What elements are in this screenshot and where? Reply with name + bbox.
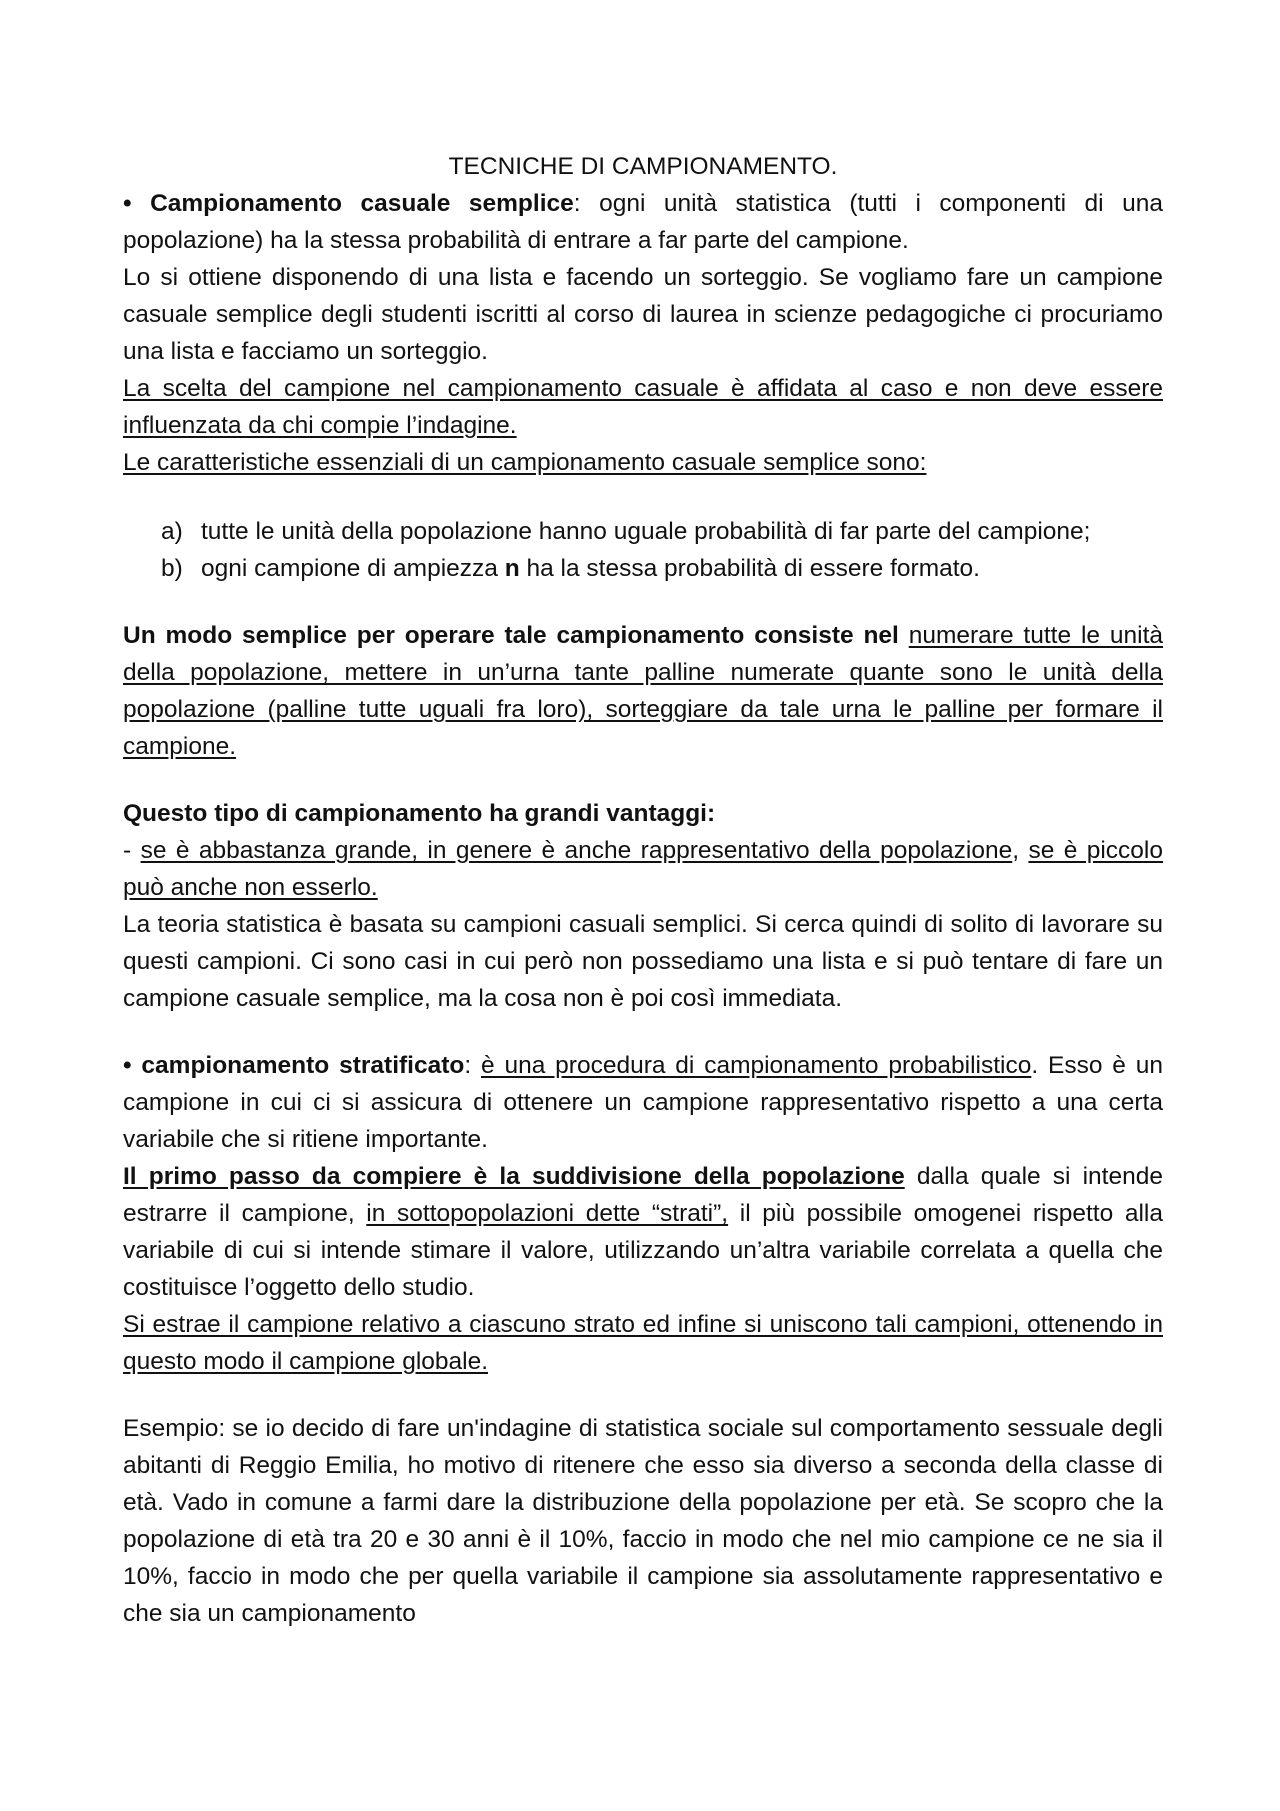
bold-underlined-text: Il primo passo da compiere è la suddivisione della popolazione (123, 1163, 905, 1190)
spacer (123, 587, 1163, 617)
stratified-definition (123, 1047, 1163, 1158)
underlined-text: in sottopopolazioni dette “strati”, (366, 1200, 729, 1227)
spacer (123, 1017, 1163, 1047)
paragraph-first-step (123, 1158, 1163, 1306)
period: . (1031, 1052, 1039, 1079)
paragraph-theory: La teoria statistica è basata su campioni casuali semplici. Si cerca quindi di solito di lavorare su questi campioni. Ci sono casi in cui però non possediamo una lista e si può tentare di fare un campione casuale semplice, ma la cosa non è poi così immediata. (123, 911, 1163, 1012)
list-item-b (123, 550, 1163, 587)
dash: - (123, 837, 141, 864)
body-text: dalla quale si intende estrarre il campione, (123, 1163, 1163, 1227)
space (899, 622, 909, 649)
document-body (123, 148, 1163, 1632)
paragraph-advantage-item (123, 832, 1163, 906)
paragraph-list-draw: Lo si ottiene disponendo di una lista e facendo un sorteggio. Se vogliamo fare un campione casuale semplice degli studenti iscritti al corso di laurea in scienze pedagogiche ci procuriamo una lista e facciamo un sorteggio. (123, 264, 1163, 365)
term-simple-random: Campionamento casuale semplice (150, 190, 574, 217)
bold-text: Un modo semplice per operare tale campionamento consiste nel (123, 622, 899, 649)
comma: , (1012, 837, 1029, 864)
paragraph-advantages-heading (123, 795, 1163, 832)
underlined-text: numerare tutte le unità della popolazione, mettere in un’urna tante palline numerate quante sono le unità della popolazione (palline tutte uguali fra loro), sorteggiare da tale urna le palline per formare il campione. (123, 622, 1163, 760)
bold-variable-n: n (504, 555, 520, 582)
list-marker: a) (161, 518, 183, 545)
colon: : (464, 1052, 481, 1079)
paragraph-example: Esempio: se io decido di fare un'indagine di statistica sociale sul comportamento sessuale degli abitanti di Reggio Emilia, ho motivo di ritenere che esso sia diverso a seconda della classe di età. Vado in comune a farmi dare la distribuzione della popolazione per età. Se scopro che la popolazione di età tra 20 e 30 anni è il 10%, faccio in modo che nel mio campione ce ne sia il 10%, faccio in modo che per quella variabile il campione sia assolutamente rappresentativo e che sia un campionamento (123, 1415, 1163, 1627)
characteristics-list (123, 513, 1163, 587)
paragraph-extraction (123, 1306, 1163, 1380)
list-item-text: ogni campione di ampiezza (201, 555, 505, 582)
bullet: • (123, 1052, 132, 1079)
paragraph-characteristics-intro (123, 444, 1163, 481)
bold-text: Questo tipo di campionamento ha grandi vantaggi: (123, 800, 716, 827)
spacer (123, 1380, 1163, 1410)
simple-random-definition (123, 185, 1163, 259)
spacer (123, 765, 1163, 795)
body-text: il più possibile omogenei rispetto alla variabile di cui si intende stimare il valore, utilizzando un’altra variabile correlata a quella che costituisce l’oggetto dello studio. (123, 1200, 1164, 1301)
underlined-text: se è piccolo può anche non esserlo. (123, 837, 1163, 901)
list-marker: b) (161, 555, 183, 582)
underlined-text: Le caratteristiche essenziali di un campionamento casuale semplice sono: (123, 449, 927, 476)
underlined-text: Si estrae il campione relativo a ciascuno strato ed infine si uniscono tali campioni, ottenendo in questo modo il campione globale. (123, 1311, 1163, 1375)
underlined-text: La scelta del campione nel campionamento casuale è affidata al caso e non deve essere influenzata da chi compie l’indagine. (123, 375, 1163, 439)
spacer (123, 481, 1163, 513)
list-item-a (123, 513, 1163, 550)
list-item-text: tutte le unità della popolazione hanno uguale probabilità di far parte del campione; (201, 518, 1091, 545)
underlined-text: è una procedura di campionamento probabilistico (481, 1052, 1032, 1079)
paragraph-choice (123, 370, 1163, 444)
page-title: TECNICHE DI CAMPIONAMENTO. (448, 153, 838, 180)
underlined-text: se è abbastanza grande, in genere è anche rappresentativo della popolazione (140, 837, 1013, 864)
term-stratified: campionamento stratificato (141, 1052, 465, 1079)
paragraph-urn-method (123, 617, 1163, 765)
bullet: • (123, 190, 132, 217)
definition-text: : ogni unità statistica (tutti i componenti di una popolazione) ha la stessa probabilità di entrare a far parte del campione. (123, 190, 1163, 254)
definition-text: Esso è un campione in cui ci si assicura di ottenere un campione rappresentativo rispetto a una certa variabile che si ritiene importante. (123, 1052, 1163, 1153)
list-item-text: ha la stessa probabilità di essere formato. (519, 555, 980, 582)
